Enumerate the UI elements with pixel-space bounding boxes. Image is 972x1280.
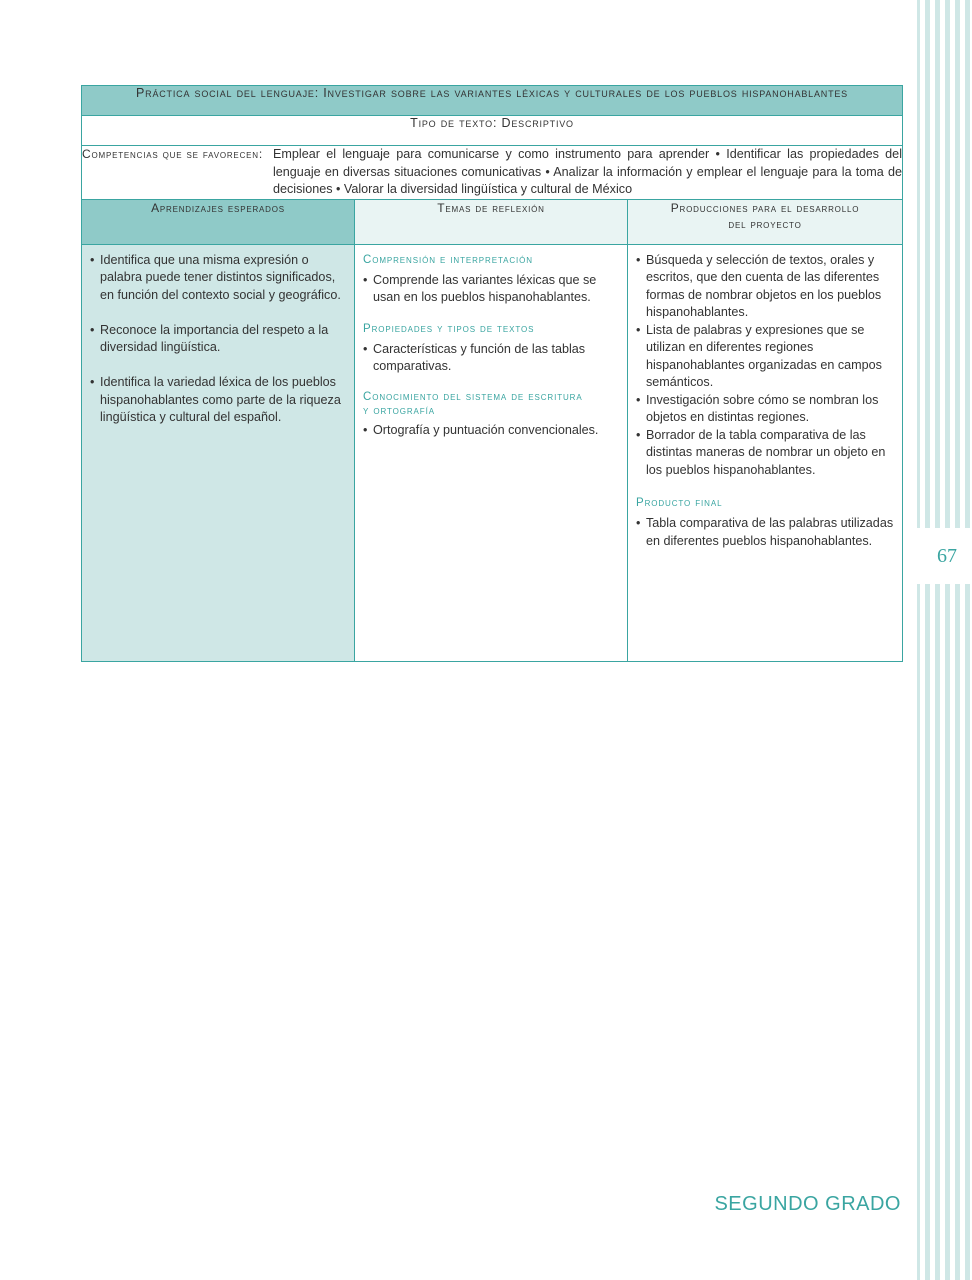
- program-table: [81, 85, 903, 662]
- list-item: • Investigación sobre cómo se nombran los objetos en distintas regiones.: [636, 392, 894, 427]
- footer-grade-label: SEGUNDO GRADO: [714, 1193, 901, 1215]
- producto-final-subheading: Producto final: [636, 497, 723, 509]
- list-item: • Borrador de la tabla comparativa de las distintas maneras de nombrar un objeto en los pueblos hispanohablantes.: [636, 427, 894, 480]
- tipo-texto-header: Tipo de texto: Descriptivo: [82, 116, 903, 146]
- competencias-row: [82, 146, 903, 200]
- page-number: 67: [937, 544, 957, 567]
- propiedades-subheading: Propiedades y tipos de textos: [363, 322, 535, 335]
- conocimiento-subheading-line-2: y ortografía: [363, 404, 435, 417]
- producciones-header-line-2: del proyecto: [728, 216, 802, 231]
- list-item: • Identifica que una misma expresión o palabra puede tener distintos significados, en función del contexto social y geográfico.: [90, 252, 346, 305]
- decorative-stripes: [912, 0, 972, 1280]
- list-item: • Búsqueda y selección de textos, orales y escritos, que den cuenta de las diferentes formas de nombrar objetos en los pueblos hispanohablantes.: [636, 252, 894, 322]
- conocimiento-subheading: [363, 390, 619, 418]
- column-producciones-header: [628, 199, 903, 244]
- producto-final-list: [636, 515, 894, 550]
- column-temas-header: Temas de reflexión: [355, 199, 628, 244]
- practica-social-header: Práctica social del lenguaje: Investigar sobre las variantes léxicas y culturales de los pueblos hispanohablantes: [82, 86, 903, 116]
- list-item: • Comprende las variantes léxicas que se usan en los pueblos hispanohablantes.: [363, 272, 619, 307]
- list-item: • Ortografía y puntuación convencionales.: [363, 422, 619, 440]
- column-aprendizajes-header: Aprendizajes esperados: [82, 199, 355, 244]
- list-item: • Reconoce la importancia del respeto a la diversidad lingüística.: [90, 322, 346, 357]
- competencias-label: Competencias que se favorecen:: [82, 147, 263, 161]
- competencias-text: Emplear el lenguaje para comunicarse y como instrumento para aprender • Identificar las propiedades del lenguaje en diversas situaciones comunicativas • Analizar la información y emplear el lenguaje para la toma de decisiones • Valorar la diversidad lingüística y cultural de México: [273, 147, 902, 196]
- temas-cell: [355, 244, 628, 661]
- aprendizajes-list: [90, 252, 346, 427]
- producciones-header-line-1: Producciones para el desarrollo: [670, 200, 860, 215]
- conocimiento-list: [363, 422, 619, 440]
- propiedades-list: [363, 341, 619, 376]
- producciones-cell: [628, 244, 903, 661]
- comprension-list: [363, 272, 619, 307]
- comprension-subheading: Comprensión e interpretación: [363, 253, 533, 266]
- list-item: • Características y función de las tablas comparativas.: [363, 341, 619, 376]
- list-item: • Identifica la variedad léxica de los pueblos hispanohablantes como parte de la riqueza lingüística y cultural del español.: [90, 374, 346, 427]
- producciones-list: [636, 252, 894, 480]
- list-item: • Lista de palabras y expresiones que se utilizan en diferentes regiones hispanohablantes organizadas en campos semánticos.: [636, 322, 894, 392]
- conocimiento-subheading-line-1: Conocimiento del sistema de escritura: [363, 390, 583, 403]
- list-item: • Tabla comparativa de las palabras utilizadas en diferentes pueblos hispanohablantes.: [636, 515, 894, 550]
- aprendizajes-cell: [82, 244, 355, 661]
